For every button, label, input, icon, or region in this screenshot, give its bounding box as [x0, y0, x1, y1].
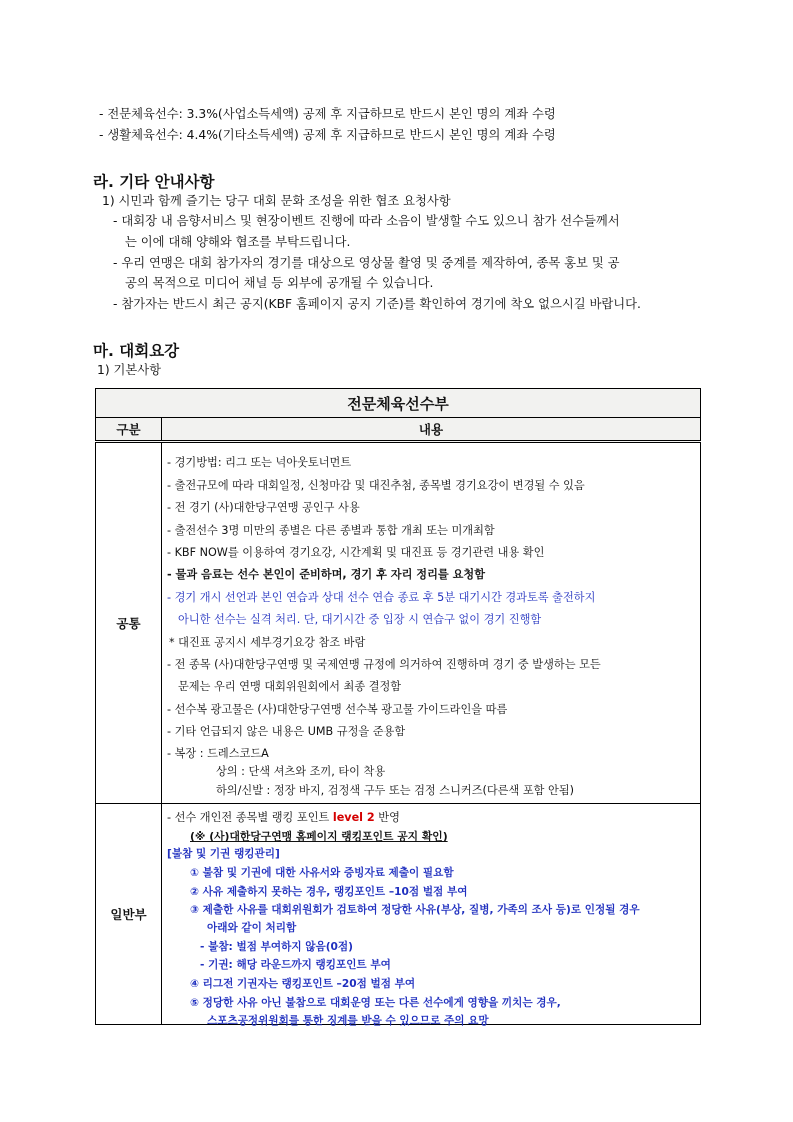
ranking-prefix: - 선수 개인전 종목별 랭킹 포인트	[167, 811, 333, 824]
table-title: 전문체육선수부	[96, 389, 701, 418]
category-general: 일반부	[96, 804, 162, 1025]
common-rule: - 전 경기 (사)대한당구연맹 공인구 사용	[167, 501, 360, 514]
common-rule: - 출전선수 3명 미만의 종별은 다른 종별과 통합 개최 또는 미개최함	[167, 524, 495, 537]
common-content-cell	[162, 442, 701, 804]
absence-rule: 스포츠공정위원회를 통한 징계를 받을 수 있으므로 주의 요망	[207, 1015, 489, 1027]
absence-rule-sub: - 불참: 벌점 부여하지 않음(0점)	[200, 941, 354, 953]
common-rule: - 기타 언급되지 않은 내용은 UMB 규정을 준용함	[167, 725, 406, 738]
rules-table	[95, 388, 701, 1025]
absence-rule-sub: - 기권: 해당 라운드까지 랭킹포인트 부여	[200, 959, 391, 971]
common-rule: - 선수복 광고물은 (사)대한당구연맹 선수복 광고물 가이드라인을 따름	[167, 703, 508, 716]
dress-code-bottom: 하의/신발 : 정장 바지, 검정색 구두 또는 검정 스니커즈(다른색 포함 안됨)	[216, 784, 574, 797]
common-rule: - 경기방법: 리그 또는 넉아웃토너먼트	[167, 456, 352, 469]
column-header-content: 내용	[162, 418, 701, 442]
section-title-tournament-rules: 마. 대회요강	[93, 342, 180, 360]
other-info-line: 공의 목적으로 미디어 채널 등 외부에 공개될 수 있습니다.	[125, 276, 434, 290]
absence-rule: ⑤ 정당한 사유 아닌 불참으로 대회운영 또는 다른 선수에게 영향을 끼치는 경우,	[190, 997, 561, 1009]
dress-code-top: 상의 : 단색 셔츠와 조끼, 타이 착용	[216, 765, 386, 778]
absence-ranking-subhead: [불참 및 기권 랭킹관리]	[167, 848, 280, 860]
tax-note-amateur: - 생활체육선수: 4.4%(기타소득세액) 공제 후 지급하므로 반드시 본인 명의 계좌 수령	[99, 128, 556, 142]
absence-rule: ② 사유 제출하지 못하는 경우, 랭킹포인트 –10점 벌점 부여	[190, 886, 468, 898]
absence-rule: ③ 제출한 사유를 대회위원회가 검토하여 정당한 사유(부상, 질병, 가족의 조사 등)로 인정될 경우	[190, 904, 640, 916]
other-info-subheading: 1) 시민과 함께 즐기는 당구 대회 문화 조성을 위한 협조 요청사항	[102, 194, 451, 208]
other-info-line: - 대회장 내 음향서비스 및 현장이벤트 진행에 따라 소음이 발생할 수도 있으니 참가 선수들께서	[113, 214, 620, 228]
dress-code: - 복장 : 드레스코드A	[167, 747, 269, 760]
common-rule-highlight: - 경기 개시 선언과 본인 연습과 상대 선수 연습 종료 후 5분 대기시간 경과토록 출전하지	[167, 591, 596, 604]
common-rule: - 출전규모에 따라 대회일정, 신청마감 및 대진추첨, 종목별 경기요강이 변경될 수 있음	[167, 479, 585, 492]
column-header-category: 구분	[96, 418, 162, 442]
absence-rule: ① 불참 및 기권에 대한 사유서와 증빙자료 제출이 필요함	[190, 867, 454, 879]
common-rule-bold: - 물과 음료는 선수 본인이 준비하며, 경기 후 자리 정리를 요청함	[167, 568, 486, 581]
general-content-cell	[162, 804, 701, 1025]
common-rule: 문제는 우리 연맹 대회위원회에서 최종 결정함	[178, 680, 402, 693]
tournament-rules-subheading: 1) 기본사항	[97, 363, 162, 377]
ranking-point-line	[167, 810, 400, 825]
ranking-notice: (※ (사)대한당구연맹 홈페이지 랭킹포인트 공지 확인)	[190, 830, 448, 843]
common-rule: - KBF NOW를 이용하여 경기요강, 시간계획 및 대진표 등 경기관련 내용 확인	[167, 546, 545, 559]
other-info-line: - 우리 연맹은 대회 참가자의 경기를 대상으로 영상물 촬영 및 중계를 제작하여, 종목 홍보 및 공	[113, 256, 620, 270]
common-rule-highlight: 아니한 선수는 실격 처리. 단, 대기시간 중 입장 시 연습구 없이 경기 진행함	[178, 613, 542, 626]
ranking-suffix: 반영	[374, 811, 400, 824]
absence-rule: 아래와 같이 처리함	[207, 922, 297, 934]
absence-rule: ④ 리그전 기권자는 랭킹포인트 –20점 벌점 부여	[190, 978, 416, 990]
common-rule: - 전 종목 (사)대한당구연맹 및 국제연맹 규정에 의거하여 진행하며 경기 중 발생하는 모든	[167, 658, 601, 671]
common-rule-note: * 대진표 공지시 세부경기요강 참조 바람	[169, 636, 366, 649]
ranking-level: level 2	[332, 811, 375, 824]
other-info-line: - 참가자는 반드시 최근 공지(KBF 홈페이지 공지 기준)를 확인하여 경기에 착오 없으시길 바랍니다.	[113, 297, 641, 311]
other-info-line: 는 이에 대해 양해와 협조를 부탁드립니다.	[125, 235, 351, 249]
category-common: 공통	[96, 442, 162, 804]
section-title-other-info: 라. 기타 안내사항	[93, 173, 215, 191]
tax-note-pro: - 전문체육선수: 3.3%(사업소득세액) 공제 후 지급하므로 반드시 본인 명의 계좌 수령	[99, 107, 556, 121]
